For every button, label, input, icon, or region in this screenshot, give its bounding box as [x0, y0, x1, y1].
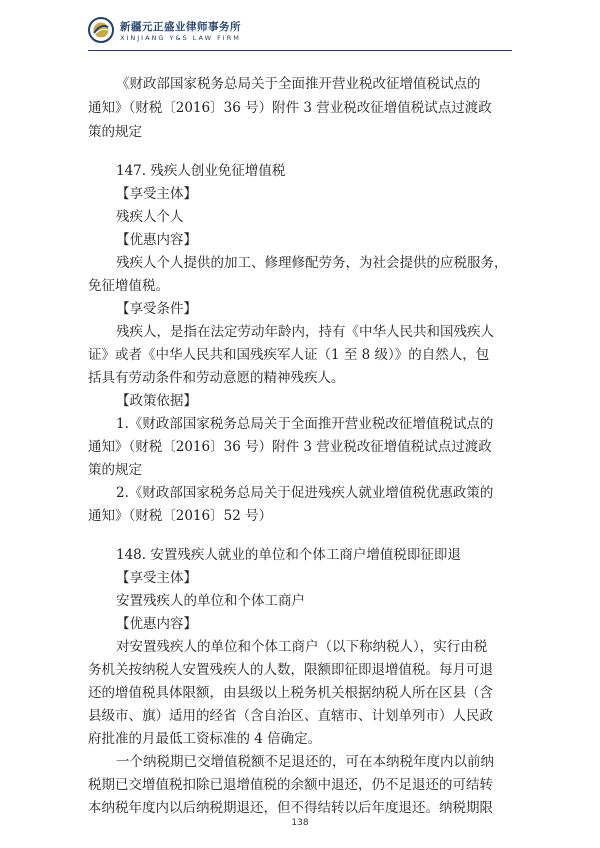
text-line: 残疾人，是指在法定劳动年龄内，持有《中华人民共和国残疾人	[116, 324, 494, 340]
text-line: 府批准的月最低工资标准的 4 倍确定。	[88, 731, 322, 747]
text-line: 1.《财政部国家税务总局关于全面推开营业税改征增值税试点的	[116, 416, 494, 432]
text-line: 括具有劳动条件和劳动意愿的精神残疾人。	[88, 370, 345, 386]
section-heading: 147. 残疾人创业免征增值税	[116, 163, 286, 179]
text-line: 还的增值税具体限额，由县级以上税务机关根据纳税人所在区县（含	[88, 685, 493, 701]
text-line: 残疾人个人提供的加工、修理修配劳务，为社会提供的应税服务，	[116, 255, 508, 271]
text-line: 《财政部国家税务总局关于全面推开营业税改征增值税试点的	[116, 76, 481, 92]
text-line: 通知》（财税〔2016〕36 号）附件 3 营业税改征增值税试点过渡政	[88, 100, 492, 116]
subheading: 【优惠内容】	[116, 616, 197, 632]
text-line: 策的规定	[88, 124, 142, 140]
subheading: 【政策依据】	[116, 393, 197, 409]
text-line: 一个纳税期已交增值税额不足退还的，可在本纳税年度内以前纳	[116, 754, 494, 770]
text-line: 对安置残疾人的单位和个体工商户（以下称纳税人），实行由税	[116, 639, 488, 655]
firm-name-en: XINJIANG Y&S LAW FIRM	[120, 34, 241, 42]
subheading: 【享受主体】	[116, 570, 197, 586]
subheading: 【享受条件】	[116, 301, 197, 317]
text-line: 策的规定	[88, 462, 142, 478]
text-line: 安置残疾人的单位和个体工商户	[116, 593, 305, 609]
text-line: 务机关按纳税人安置残疾人的人数，限额即征即退增值税。每月可退	[88, 662, 493, 678]
page-number: 138	[291, 818, 309, 828]
section-heading: 148. 安置残疾人就业的单位和个体工商户增值税即征即退	[116, 547, 461, 563]
text-line: 免征增值税。	[88, 278, 169, 294]
text-line: 税期已交增值税扣除已退增值税的余额中退还，仍不足退还的可结转	[88, 777, 493, 793]
subheading: 【享受主体】	[116, 186, 197, 202]
text-line: 残疾人个人	[116, 209, 184, 225]
subheading: 【优惠内容】	[116, 232, 197, 248]
text-line: 县级市、旗）适用的经省（含自治区、直辖市、计划单列市）人民政	[88, 708, 493, 724]
text-line: 证》或者《中华人民共和国残疾军人证（1 至 8 级）》的自然人，包	[88, 347, 490, 363]
firm-name-cn: 新疆元正盛业律师事务所	[120, 21, 241, 33]
text-line: 本纳税年度内以后纳税期退还，但不得结转以后年度退还。纳税期限	[88, 800, 493, 816]
text-line: 2.《财政部国家税务总局关于促进残疾人就业增值税优惠政策的	[116, 485, 494, 501]
text-line: 通知》（财税〔2016〕52 号）	[88, 508, 273, 524]
text-line: 通知》（财税〔2016〕36 号）附件 3 营业税改征增值税试点过渡政	[88, 439, 492, 455]
